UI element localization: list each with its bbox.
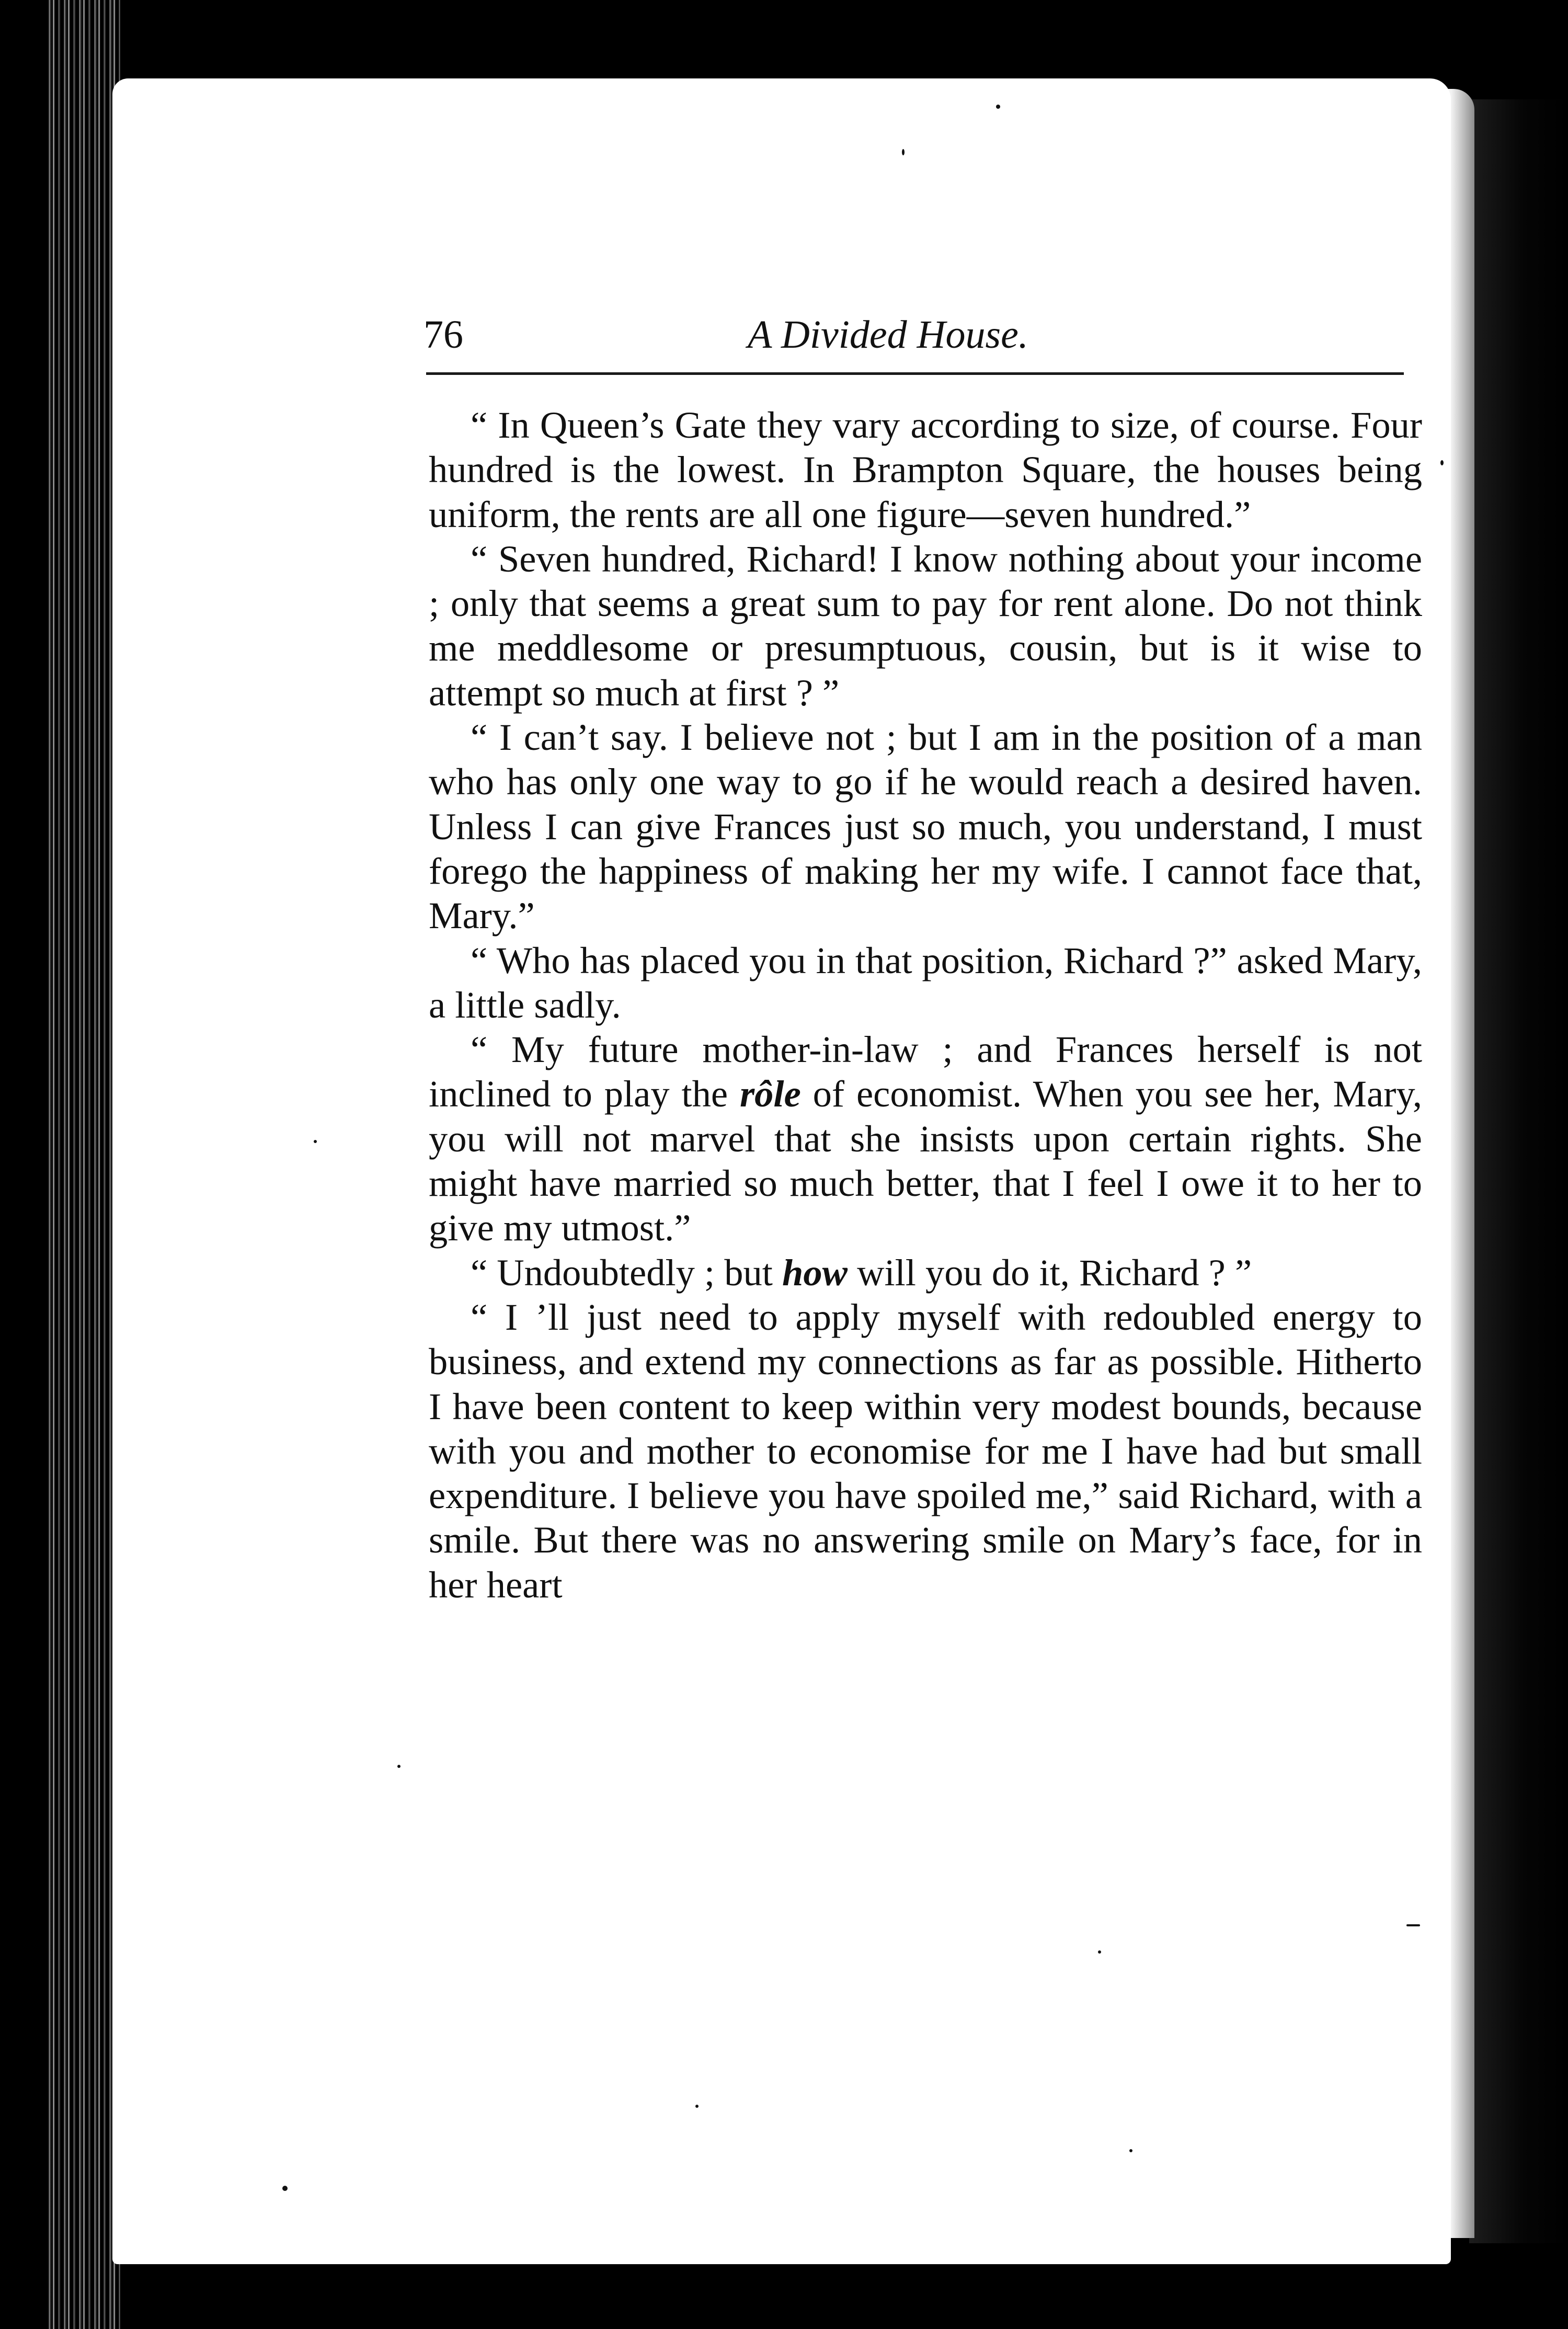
paragraph: “ Who has placed you in that position, Richard ?” asked Mary, a little sadly. (429, 939, 1422, 1026)
paragraph: “ I ’ll just need to apply myself with redoubled energy to business, and extend my connections as far as possible. Hitherto I have been content to keep within very modest bounds, because with you and mother to economise for me I have had but small expenditure. I believe you have spoiled me,” said Richard, with a smile. But there was no answering smile on Mary’s face, for in her heart (429, 1295, 1422, 1606)
speck (1406, 1924, 1420, 1926)
speck (902, 149, 905, 155)
page-number: 76 (424, 313, 463, 357)
speck (695, 2105, 699, 2108)
speck (996, 105, 1000, 109)
scan-border-left (0, 0, 47, 2329)
body-text (429, 403, 1422, 1607)
paragraph (429, 1250, 1422, 1295)
speck (1129, 2149, 1132, 2152)
speck (282, 2186, 288, 2191)
next-leaf-edge (1469, 99, 1568, 2243)
paragraph-text: “ My future mother-in-law ; and Frances herself is not inclined to play the (429, 1028, 1422, 1115)
paragraph: “ Seven hundred, Richard! I know nothing about your income ; only that seems a great sum to pay for rent alone. Do not think me meddlesome or presumptuous, cousin, but is it wise to attempt so much at first ? ” (429, 537, 1422, 714)
speck (397, 1765, 400, 1768)
paragraph: “ In Queen’s Gate they vary according to size, of course. Four hundred is the lowest. In Brampton Square, the houses being uniform, the rents are all one figure—seven hundred.” (429, 404, 1422, 535)
paragraph-text: “ Undoubtedly ; but (471, 1251, 783, 1294)
speck (314, 1140, 317, 1143)
speck (1440, 460, 1444, 465)
paragraph-text: of economist. When you see her, Mary, you will not marvel that she insists upon certain rights. She might have married so much better, that I feel I owe it to her to give my utmost.” (429, 1072, 1423, 1249)
paragraph (429, 1027, 1422, 1250)
running-title: A Divided House. (748, 313, 1028, 357)
paragraph: “ I can’t say. I believe not ; but I am in the position of a man who has only one way to go if he would reach a desired haven. Unless I can give Frances just so much, you understand, I must forego the happiness of making her my wife. I cannot face that, Mary.” (429, 716, 1422, 937)
italic-word: how (782, 1251, 848, 1294)
header-rule (426, 372, 1404, 375)
speck (1098, 1950, 1101, 1954)
italic-word: rôle (739, 1072, 801, 1115)
page-header (424, 309, 1406, 366)
paragraph-text: will you do it, Richard ? ” (847, 1251, 1252, 1294)
